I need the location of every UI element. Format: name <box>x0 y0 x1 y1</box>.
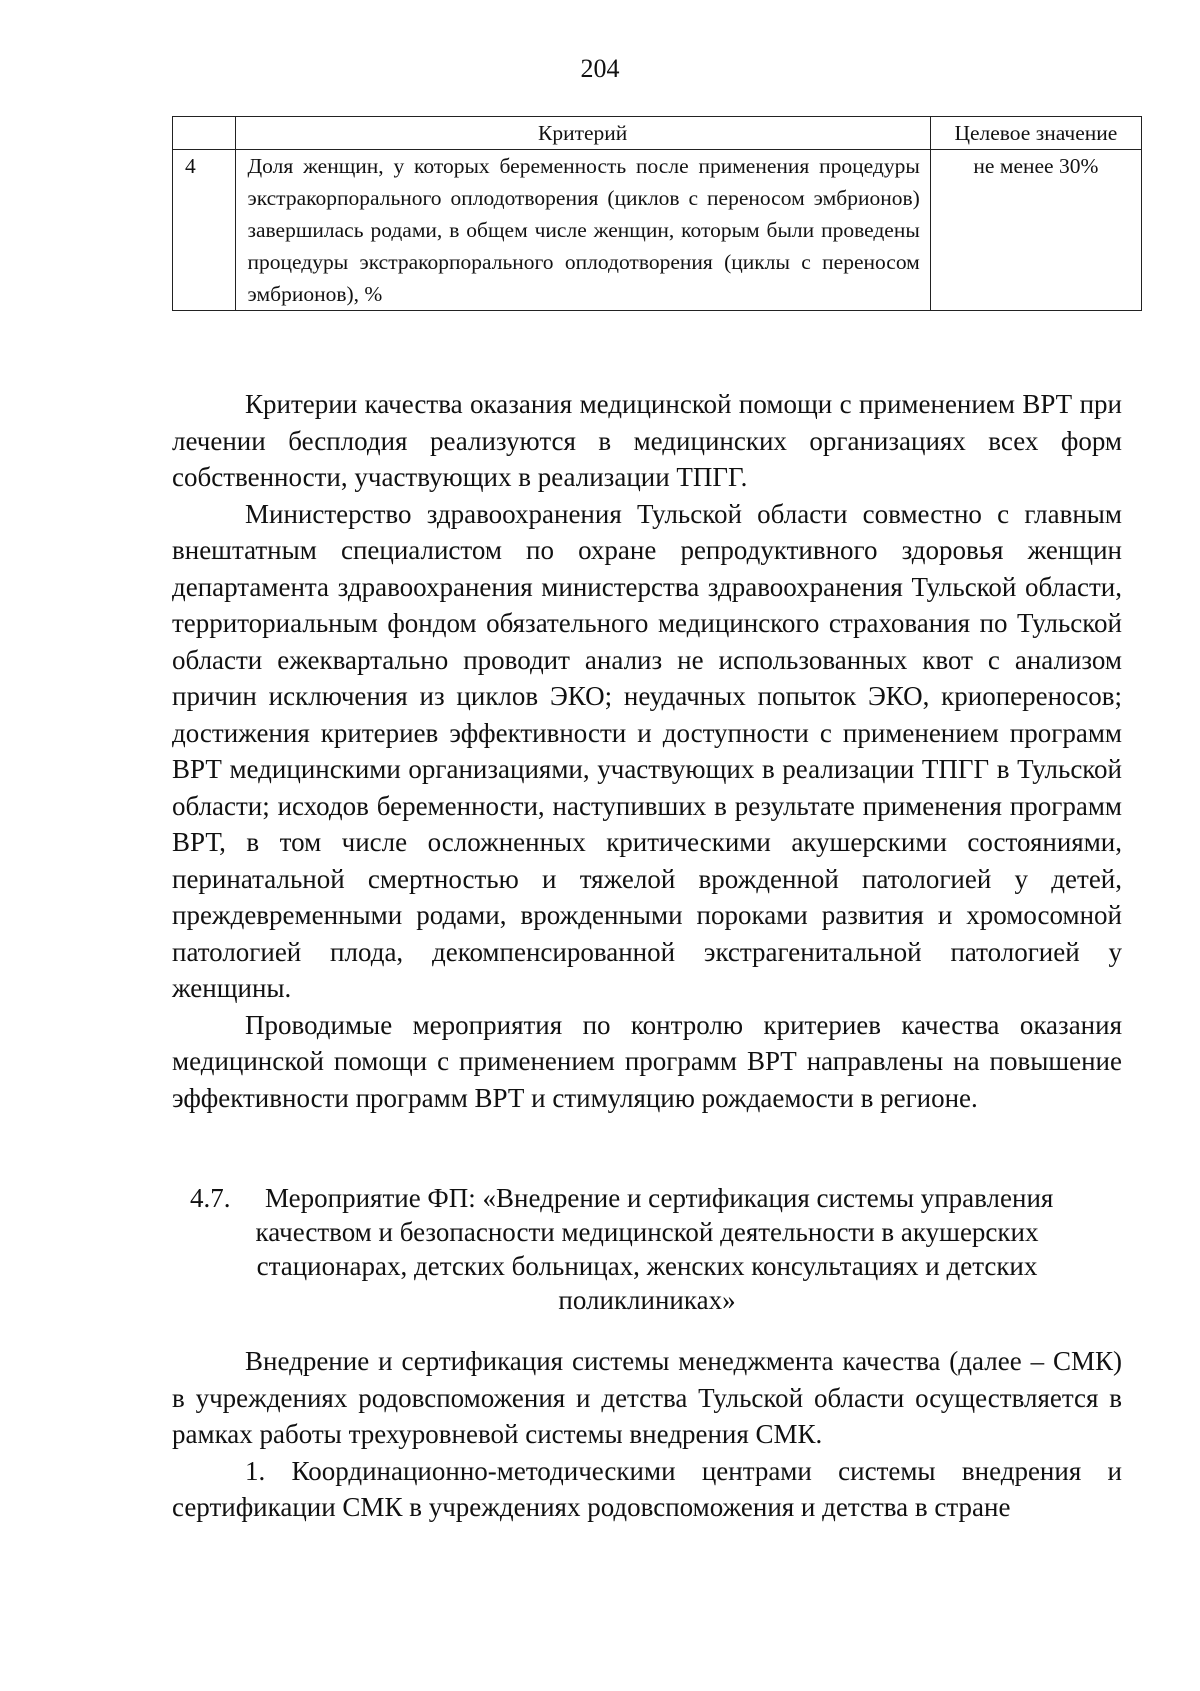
section-number: 4.7. <box>190 1183 231 1213</box>
header-target-value: Целевое значение <box>930 117 1141 150</box>
section-heading <box>172 1181 1122 1317</box>
section-title-line: качеством и безопасности медицинской деятельности в акушерских <box>255 1217 1039 1247</box>
criteria-table <box>172 116 1142 311</box>
section-title-line: поликлиниках» <box>558 1285 736 1315</box>
paragraph: Проводимые мероприятия по контролю критериев качества оказания медицинской помощи с применением программ ВРТ направлены на повышение эффективности программ ВРТ и стимуляцию рождаемости в регионе. <box>172 1009 1122 1113</box>
section-title-line: Мероприятие ФП: «Внедрение и сертификация системы управления <box>265 1183 1054 1213</box>
row-number: 4 <box>173 150 236 311</box>
row-criterion: Доля женщин, у которых беременность после применения процедуры экстракорпорального оплодотворения (циклов с переносом эмбрионов) завершилась родами, в общем числе женщин, которым были проведены процедуры экстракорпорального оплодотворения (циклы с переносом эмбрионов), % <box>235 150 930 311</box>
body-text-block-b <box>172 1343 1122 1526</box>
page-number: 204 <box>580 54 620 83</box>
section-title-line: стационарах, детских больницах, женских консультациях и детских <box>256 1251 1038 1281</box>
row-target-value: не менее 30% <box>930 150 1141 311</box>
paragraph: Критерии качества оказания медицинской помощи с применением ВРТ при лечении бесплодия реализуются в медицинских организациях всех форм собственности, участвующих в реализации ТПГГ. <box>172 389 1122 492</box>
paragraph: Внедрение и сертификация системы менеджмента качества (далее – СМК) в учреждениях родовспоможения и детства Тульской области осуществляется в рамках работы трехуровневой системы внедрения СМК. <box>172 1346 1122 1449</box>
paragraph: Министерство здравоохранения Тульской области совместно с главным внештатным специалистом по охране репродуктивного здоровья женщин департамента здравоохранения министерства здравоохранения Тульской области, территориальным фондом обязательного медицинского страхования по Тульской области ежеквартально проводит анализ не использованных квот с анализом причин исключения из циклов ЭКО; неудачных попыток ЭКО, криопереносов; достижения критериев эффективности и доступности с применением программ ВРТ медицинскими организациями, участвующих в реализации ТПГГ в Тульской области; исходов беременности, наступивших в результате применения программ ВРТ, в том числе осложненных критическими акушерскими состояниями, перинатальной смертностью и тяжелой врожденной патологией у детей, преждевременными родами, врожденными пороками развития и хромосомной патологией плода, декомпенсированной экстрагенитальной патологией у женщины. <box>172 498 1122 1003</box>
header-criterion: Критерий <box>235 117 930 150</box>
body-text-block-a <box>172 386 1122 1116</box>
paragraph: 1. Координационно-методическими центрами системы внедрения и сертификации СМК в учреждениях родовспоможения и детства в стране <box>172 1455 1122 1522</box>
table-row <box>173 150 1142 311</box>
table-header-row <box>173 117 1142 150</box>
header-num <box>173 117 236 150</box>
